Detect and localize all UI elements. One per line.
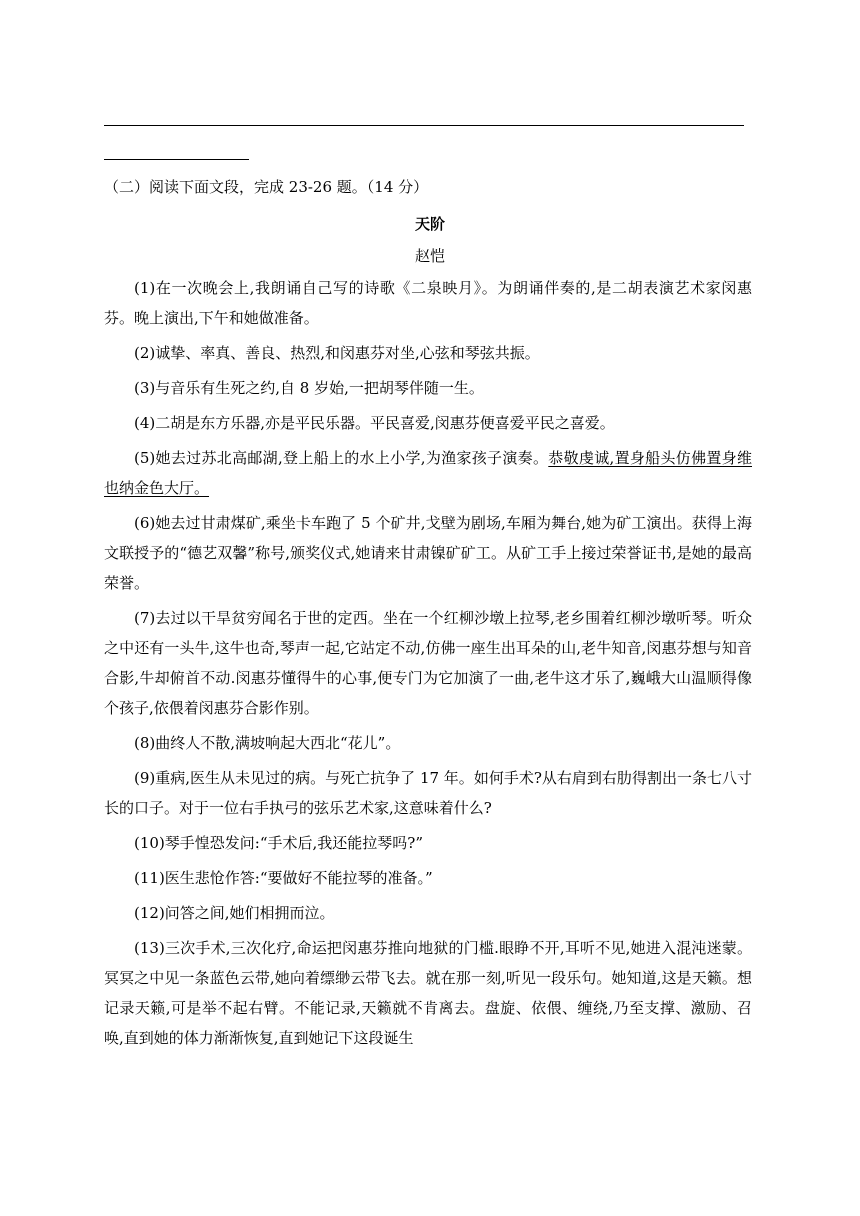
answer-line-end — [104, 159, 249, 160]
paragraph-5 — [104, 443, 752, 503]
paragraph-6: (6)她去过甘肃煤矿,乘坐卡车跑了 5 个矿井,戈壁为剧场,车厢为舞台,她为矿工演出。获得上海文联授予的“德艺双馨”称号,颁奖仪式,她请来甘肃镍矿矿工。从矿工手上接过荣誉证书,是她的最高荣誉。 — [104, 514, 752, 592]
section-heading: （二）阅读下面文段，完成 23-26 题。（14 分） — [104, 178, 429, 196]
underlined-sentence: 恭敬虔诚,置身船头仿佛置身维也纳金色大厅。 — [104, 449, 752, 497]
paragraph-1: (1)在一次晚会上,我朗诵自己写的诗歌《二泉映月》。为朗诵伴奏的,是二胡表演艺术家闵惠芬。晚上演出,下午和她做准备。 — [104, 279, 752, 327]
paragraph-12: (12)问答之间,她们相拥而泣。 — [134, 904, 335, 922]
article-body — [104, 273, 752, 1053]
paragraph-11: (11)医生悲怆作答:“要做好不能拉琴的准备。” — [134, 869, 433, 887]
paragraph-8: (8)曲终人不散,满坡响起大西北“花儿”。 — [134, 734, 401, 752]
paragraph-10: (10)琴手惶恐发问:“手术后,我还能拉琴吗?” — [134, 834, 423, 852]
paragraph-2: (2)诚挚、率真、善良、热烈,和闵惠芬对坐,心弦和琴弦共振。 — [134, 344, 540, 362]
paragraph-4: (4)二胡是东方乐器,亦是平民乐器。平民喜爱,闵惠芬便喜爱平民之喜爱。 — [134, 414, 615, 432]
paragraph-5-text: (5)她去过苏北高邮湖,登上船上的水上小学,为渔家孩子演奏。 — [134, 449, 549, 467]
paragraph-3: (3)与音乐有生死之约,自 8 岁始,一把胡琴伴随一生。 — [134, 379, 484, 397]
paragraph-7: (7)去过以干旱贫穷闻名于世的定西。坐在一个红柳沙墩上拉琴,老乡围着红柳沙墩听琴。听众之中还有一头牛,这牛也奇,琴声一起,它站定不动,仿佛一座生出耳朵的山,老牛知音,闵惠芬想与知音合影,牛却俯首不动.闵惠芬懂得牛的心事,便专门为它加演了一曲,老牛这才乐了,巍峨大山温顺得像个孩子,依偎着闵惠芬合影作别。 — [104, 609, 752, 717]
answer-line — [104, 125, 744, 126]
paragraph-13: (13)三次手术,三次化疗,命运把闵惠芬推向地狱的门槛.眼睁不开,耳听不见,她进入混沌迷蒙。冥冥之中见一条蓝色云带,她向着缥缈云带飞去。就在那一刻,听见一段乐句。她知道,这是天籁。想记录天籁,可是举不起右臂。不能记录,天籁就不肯离去。盘旋、依偎、缠绕,乃至支撑、激励、召唤,直到她的体力渐渐恢复,直到她记下这段诞生 — [104, 939, 752, 1047]
article-author: 赵恺 — [414, 247, 445, 265]
paragraph-9: (9)重病,医生从未见过的病。与死亡抗争了 17 年。如何手术?从右肩到右肋得割出一条七八寸长的口子。对于一位右手执弓的弦乐艺术家,这意味着什么? — [104, 769, 752, 817]
article-title: 天阶 — [414, 215, 445, 233]
